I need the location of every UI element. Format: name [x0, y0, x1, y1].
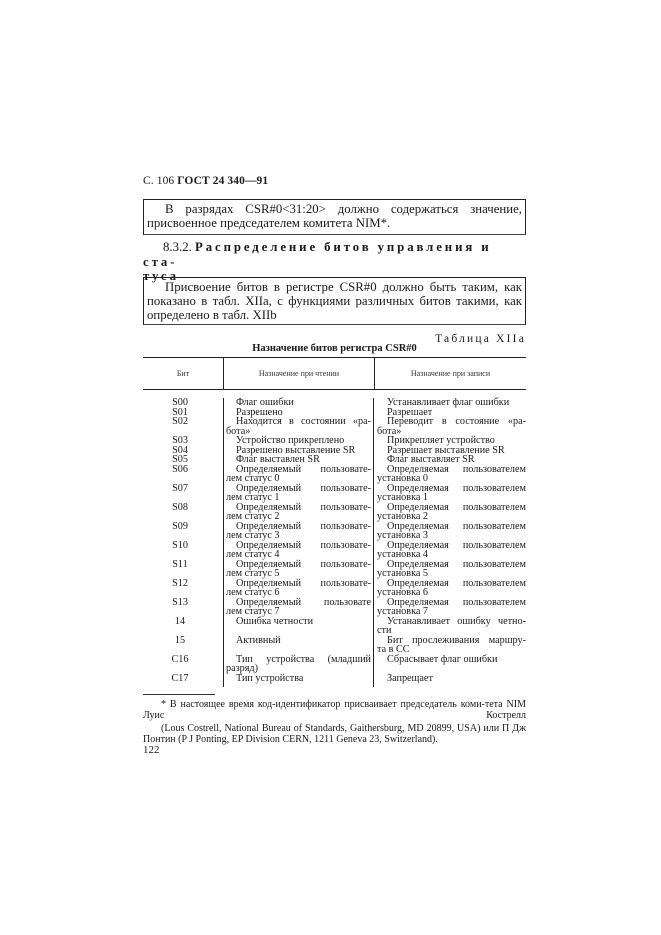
- bit-cell: S07: [172, 482, 188, 494]
- read-cell: Находится в состоянии «ра-: [236, 416, 371, 427]
- bit-cell: 15: [174, 634, 186, 646]
- boxed-paragraph-text: В разрядах CSR#0<31:20> должно содержаться значение, присвоенное председателем комитета NIM*.: [147, 202, 522, 230]
- read-cell: лем статус 5: [226, 568, 280, 579]
- bit-cell: S04: [172, 444, 188, 456]
- page-header: [143, 175, 268, 187]
- write-cell: Определяемая пользователем: [387, 577, 526, 589]
- header-bit: Бит: [176, 369, 190, 378]
- bit-cell: S03: [172, 435, 188, 446]
- table-body: [143, 390, 526, 687]
- header-write: Назначение при записи: [374, 358, 526, 389]
- read-cell: лем статус 1: [226, 492, 280, 503]
- write-cell: Определяемая пользователем: [387, 463, 526, 475]
- page-prefix: С. 106: [143, 175, 175, 187]
- read-cell: Разрешено: [236, 406, 283, 418]
- write-cell: Разрешает: [387, 406, 433, 418]
- table-title: Назначение битов регистра CSR#0: [252, 343, 417, 354]
- section-number: 8.3.2.: [163, 240, 192, 254]
- section-title-line1: Распределение битов управления и ста-: [143, 240, 492, 269]
- section-title-line2: туса: [143, 269, 179, 283]
- read-cell: Флаг ошибки: [236, 397, 294, 408]
- bit-cell: C17: [171, 672, 189, 684]
- write-cell: та в СС: [377, 644, 410, 655]
- read-cell: лем статус 7: [226, 606, 280, 617]
- write-column: [373, 398, 526, 687]
- footnote: [143, 699, 526, 747]
- boxed-paragraph-assignment: [143, 277, 526, 325]
- bit-cell: S01: [172, 406, 188, 418]
- read-cell: лем статус 2: [226, 511, 280, 522]
- write-cell: Устанавливает ошибку четно-: [387, 615, 526, 627]
- read-cell: Разрешено выставление SR: [236, 444, 356, 456]
- bit-cell: S00: [172, 397, 188, 408]
- write-cell: сти: [377, 625, 392, 636]
- write-cell: Определяемая пользователем: [387, 596, 526, 608]
- bit-cell: C16: [171, 653, 189, 665]
- table-header-row: [143, 358, 526, 390]
- bit-cell: S13: [172, 596, 188, 608]
- write-cell: Определяемая пользователем: [387, 482, 526, 494]
- read-cell: Тип устройства: [236, 672, 304, 684]
- page-number: 122: [143, 744, 160, 756]
- footnote-paragraph-2: (Lous Costrell, National Bureau of Standards, Gaithersburg, MD 20899, USA) или П Дж Понтин (P J Ponting, EP Division CERN, 1211 Geneva 23, Switzerland).: [143, 723, 526, 745]
- write-cell: Флаг выставляет SR: [387, 454, 475, 465]
- read-cell: Определяемый пользовате-: [236, 577, 371, 589]
- read-cell: Флаг выставлен SR: [236, 454, 320, 465]
- read-cell: бота»: [226, 425, 251, 437]
- footnote-paragraph-1: * В настоящее время код-идентификатор присваивает председатель коми-тета NIM Луис Кострелл: [143, 699, 526, 721]
- write-cell: Определяемая пользователем: [387, 501, 526, 513]
- write-cell: установка 6: [377, 587, 429, 598]
- write-cell: Определяемая пользователем: [387, 558, 526, 570]
- write-cell: Прикрепляет устройство: [387, 435, 495, 446]
- bit-cell: S05: [172, 454, 188, 465]
- bit-cell: S12: [172, 577, 188, 589]
- bit-cell: 14: [174, 615, 186, 627]
- write-cell: установка 5: [377, 568, 429, 579]
- write-cell: Разрешает выставление SR: [387, 444, 505, 456]
- write-cell: Определяемая пользователем: [387, 520, 526, 532]
- write-cell: Определяемая пользователем: [387, 539, 526, 551]
- read-cell: Определяемый пользовате: [236, 596, 371, 608]
- read-cell: лем статус 4: [226, 549, 280, 560]
- read-cell: Определяемый пользовате-: [236, 463, 371, 475]
- write-cell: Сбрасывает флаг ошибки: [387, 653, 498, 665]
- read-cell: Активный: [236, 634, 281, 646]
- standard-number: ГОСТ 24 340—91: [177, 175, 269, 187]
- read-cell: Ошибка четности: [236, 615, 314, 627]
- bit-cell: S06: [172, 463, 188, 475]
- boxed-paragraph-csr-bits: [143, 199, 526, 235]
- read-cell: лем статус 6: [226, 587, 280, 598]
- bit-cell: S10: [172, 539, 188, 551]
- write-cell: установка 2: [377, 511, 429, 522]
- write-cell: Запрещает: [387, 672, 433, 684]
- write-cell: установка 1: [377, 492, 429, 503]
- read-cell: Устройство прикреплено: [236, 435, 345, 446]
- write-cell: установка 3: [377, 530, 429, 541]
- write-cell: Переводит в состояние «ра-: [387, 416, 526, 427]
- bit-cell: S08: [172, 501, 188, 513]
- footnote-rule: [143, 694, 215, 695]
- read-cell: Определяемый пользовате-: [236, 482, 371, 494]
- read-cell: лем статус 3: [226, 530, 280, 541]
- read-column: [223, 398, 373, 687]
- read-cell: Определяемый пользовате-: [236, 558, 371, 570]
- read-cell: разряд): [226, 663, 258, 674]
- read-cell: Определяемый пользовате-: [236, 520, 371, 532]
- header-read: Назначение при чтении: [223, 358, 374, 389]
- write-cell: установка 4: [377, 549, 429, 560]
- write-cell: установка 7: [377, 606, 429, 617]
- read-cell: Определяемый пользовате-: [236, 501, 371, 513]
- read-cell: лем статус 0: [226, 473, 280, 484]
- write-cell: бота»: [377, 425, 402, 437]
- bit-cell: S11: [172, 558, 188, 570]
- write-cell: Бит прослеживания маршру-: [387, 634, 526, 646]
- bit-cell: S09: [172, 520, 188, 532]
- boxed-paragraph-text: Присвоение битов в регистре CSR#0 должно быть таким, как показано в табл. XIIa, с функциями различных битов такими, как определено в табл. XIIb: [147, 280, 522, 322]
- bit-cell: S02: [172, 416, 188, 427]
- write-cell: Устанавливает флаг ошибки: [387, 397, 510, 408]
- table-label: Таблица XIIa: [435, 333, 526, 345]
- read-cell: Тип устройства (младший: [236, 653, 371, 665]
- write-cell: установка 0: [377, 473, 429, 484]
- bits-table: [143, 357, 526, 687]
- bit-column: [143, 398, 223, 687]
- read-cell: Определяемый пользовате-: [236, 539, 371, 551]
